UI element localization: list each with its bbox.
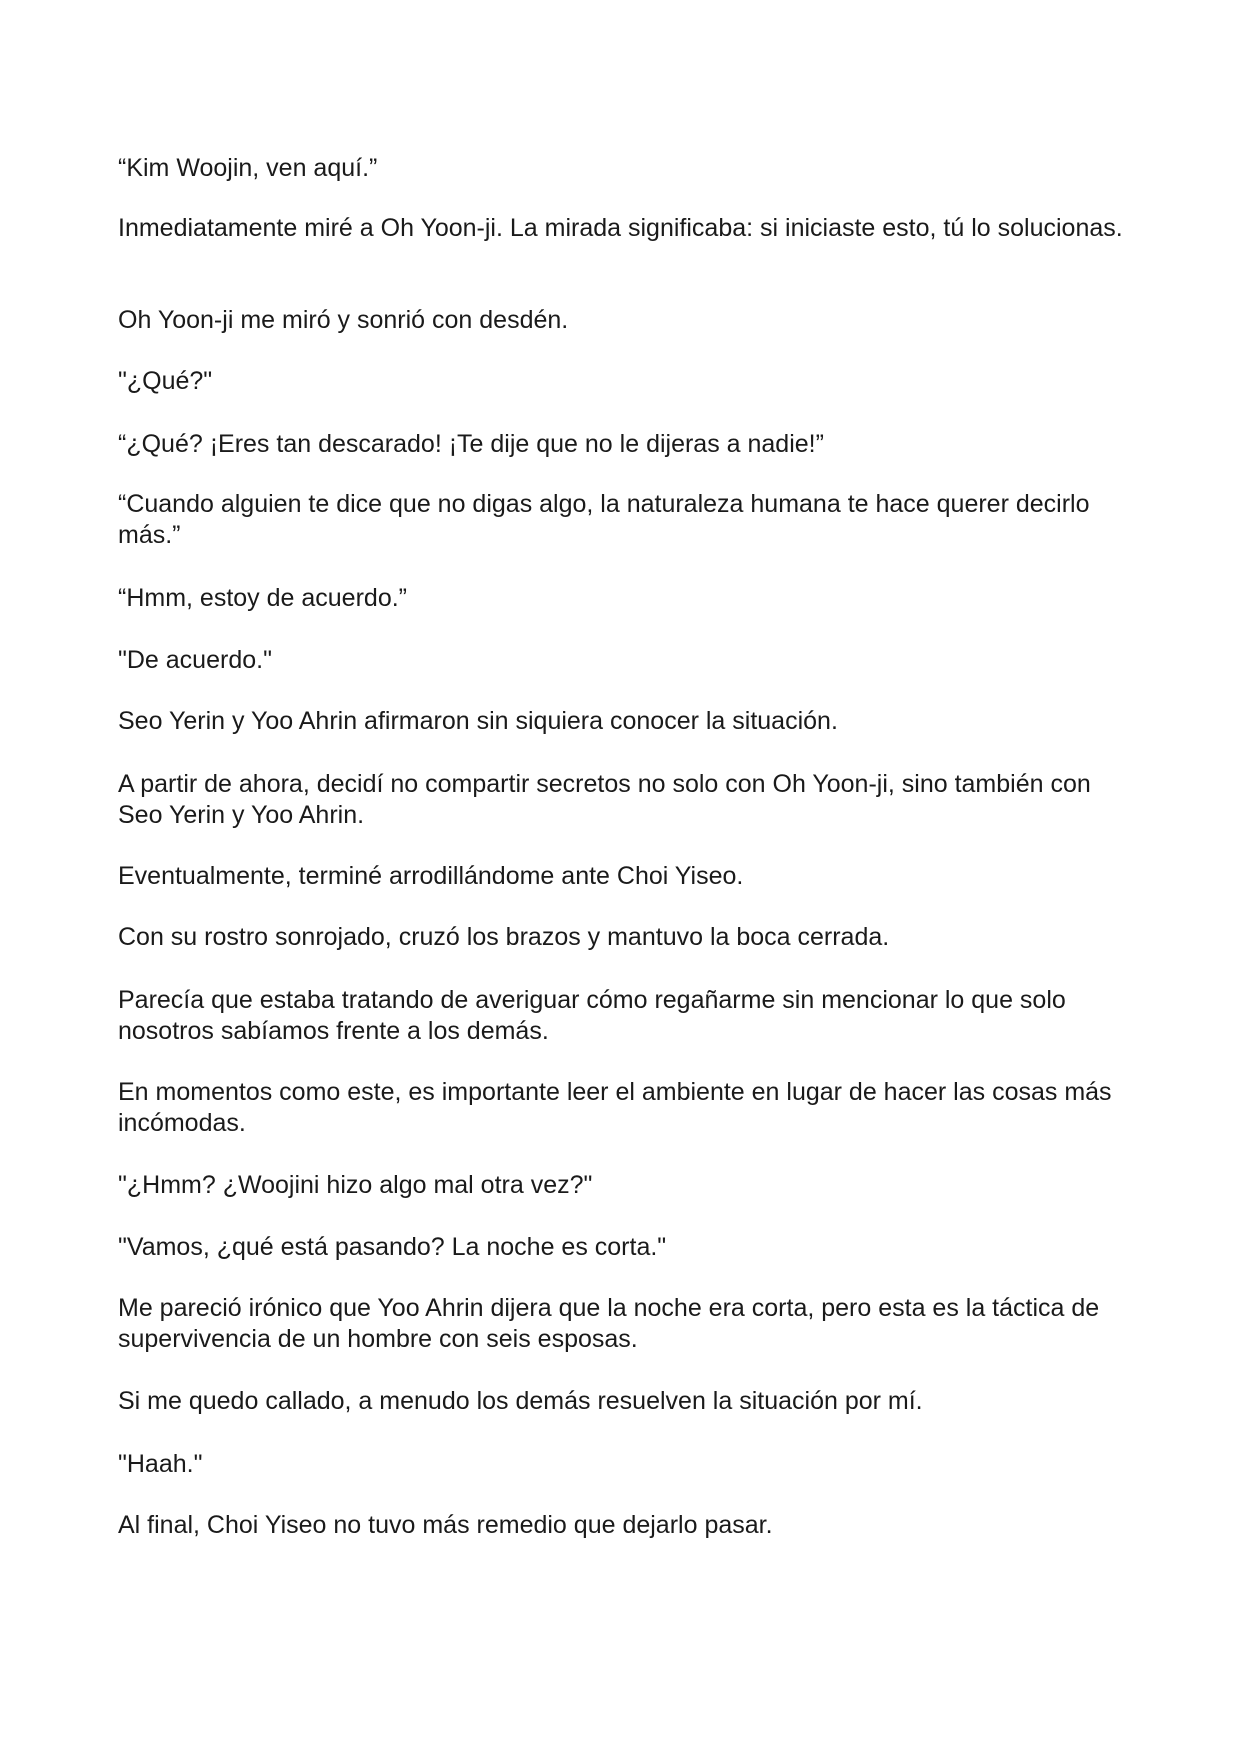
- paragraph: “Hmm, estoy de acuerdo.”: [118, 584, 407, 612]
- paragraph: "Haah.": [118, 1450, 203, 1478]
- paragraph: “¿Qué? ¡Eres tan descarado! ¡Te dije que no le dijeras a nadie!”: [118, 430, 824, 458]
- paragraph: Inmediatamente miré a Oh Yoon-ji. La mirada significaba: si iniciaste esto, tú lo solucionas.: [118, 214, 1123, 242]
- paragraph: "Vamos, ¿qué está pasando? La noche es corta.": [118, 1233, 667, 1261]
- paragraph: "¿Hmm? ¿Woojini hizo algo mal otra vez?": [118, 1171, 593, 1199]
- paragraph: Oh Yoon-ji me miró y sonrió con desdén.: [118, 306, 569, 334]
- paragraph: “Cuando alguien te dice que no digas algo, la naturaleza humana te hace querer decirlo más.”: [118, 490, 1090, 549]
- paragraph: En momentos como este, es importante leer el ambiente en lugar de hacer las cosas más incómodas.: [118, 1078, 1112, 1137]
- paragraph: Con su rostro sonrojado, cruzó los brazos y mantuvo la boca cerrada.: [118, 923, 890, 951]
- paragraph: A partir de ahora, decidí no compartir secretos no solo con Oh Yoon-ji, sino también con Seo Yerin y Yoo Ahrin.: [118, 770, 1091, 829]
- paragraph: Parecía que estaba tratando de averiguar cómo regañarme sin mencionar lo que solo nosotros sabíamos frente a los demás.: [118, 986, 1066, 1045]
- paragraph: “Kim Woojin, ven aquí.”: [118, 154, 378, 182]
- paragraph: Al final, Choi Yiseo no tuvo más remedio que dejarlo pasar.: [118, 1511, 773, 1539]
- paragraph: "De acuerdo.": [118, 646, 272, 674]
- paragraph: "¿Qué?": [118, 367, 213, 395]
- paragraph: Eventualmente, terminé arrodillándome ante Choi Yiseo.: [118, 862, 744, 890]
- paragraph: Si me quedo callado, a menudo los demás resuelven la situación por mí.: [118, 1387, 923, 1415]
- paragraph: Me pareció irónico que Yoo Ahrin dijera que la noche era corta, pero esta es la táctica de supervivencia de un hombre con seis esposas.: [118, 1294, 1100, 1353]
- paragraph: Seo Yerin y Yoo Ahrin afirmaron sin siquiera conocer la situación.: [118, 707, 838, 735]
